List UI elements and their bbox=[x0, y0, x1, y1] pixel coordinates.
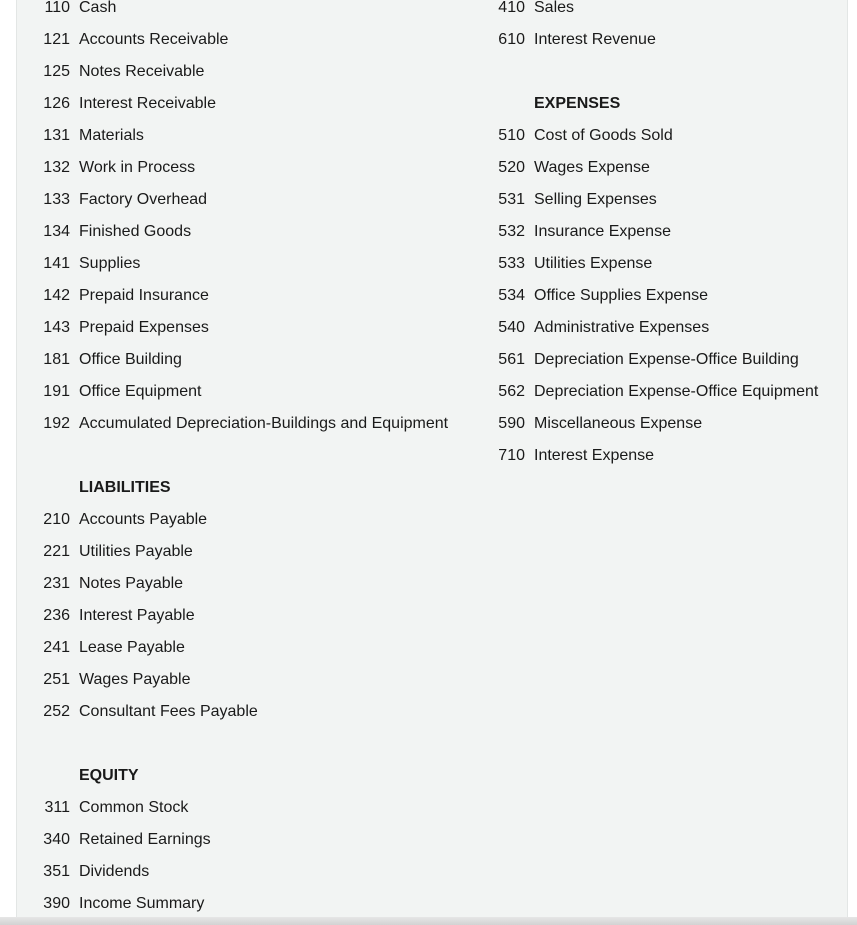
account-row bbox=[43, 664, 448, 696]
account-number: 351 bbox=[43, 863, 70, 880]
account-row bbox=[43, 248, 448, 280]
account-number: 340 bbox=[43, 831, 70, 848]
account-number: 252 bbox=[43, 703, 70, 720]
account-name: Depreciation Expense-Office Building bbox=[534, 351, 799, 368]
account-number: 221 bbox=[43, 543, 70, 560]
account-name: Common Stock bbox=[79, 799, 189, 816]
account-number: 531 bbox=[498, 191, 525, 208]
account-name: Materials bbox=[79, 127, 144, 144]
account-name: Office Equipment bbox=[79, 383, 202, 400]
account-row bbox=[498, 376, 818, 408]
account-row bbox=[43, 696, 448, 728]
account-name: Retained Earnings bbox=[79, 831, 211, 848]
account-name: Finished Goods bbox=[79, 223, 192, 240]
account-number: 562 bbox=[498, 383, 525, 400]
account-number: 191 bbox=[43, 383, 70, 400]
account-number: 590 bbox=[498, 415, 525, 432]
account-row bbox=[43, 792, 448, 824]
account-row bbox=[43, 280, 448, 312]
account-name: Miscellaneous Expense bbox=[534, 415, 703, 432]
account-row bbox=[43, 856, 448, 888]
account-name: Office Building bbox=[79, 351, 182, 368]
account-row bbox=[498, 184, 818, 216]
account-name: Utilities Payable bbox=[79, 543, 193, 560]
account-name: Wages Payable bbox=[79, 671, 191, 688]
account-row bbox=[43, 408, 448, 440]
account-name: Prepaid Insurance bbox=[79, 287, 209, 304]
account-number: 510 bbox=[498, 127, 525, 144]
account-name: Depreciation Expense-Office Equipment bbox=[534, 383, 819, 400]
section-spacer bbox=[43, 440, 448, 472]
account-number: 251 bbox=[43, 671, 70, 688]
account-row bbox=[43, 216, 448, 248]
account-number: 534 bbox=[498, 287, 525, 304]
left-column bbox=[43, 0, 448, 920]
account-row bbox=[43, 56, 448, 88]
account-number: 561 bbox=[498, 351, 525, 368]
account-name: Notes Payable bbox=[79, 575, 184, 592]
account-name: Dividends bbox=[79, 863, 150, 880]
right-column bbox=[498, 0, 818, 472]
account-row bbox=[498, 280, 818, 312]
account-name: Wages Expense bbox=[534, 159, 650, 176]
account-name: Office Supplies Expense bbox=[534, 287, 709, 304]
account-row bbox=[498, 0, 818, 24]
account-number: 311 bbox=[44, 799, 70, 816]
account-name: Prepaid Expenses bbox=[79, 319, 209, 336]
horizontal-scrollbar[interactable] bbox=[0, 917, 857, 925]
account-number: 236 bbox=[43, 607, 70, 624]
account-name: Consultant Fees Payable bbox=[79, 703, 258, 720]
account-number: 143 bbox=[43, 319, 70, 336]
account-number: 231 bbox=[43, 575, 70, 592]
account-name: Selling Expenses bbox=[534, 191, 657, 208]
account-name: Sales bbox=[534, 0, 575, 16]
section-spacer bbox=[498, 56, 818, 88]
expenses-heading: EXPENSES bbox=[534, 95, 621, 112]
account-name: Administrative Expenses bbox=[534, 319, 710, 336]
account-row bbox=[498, 248, 818, 280]
account-row bbox=[43, 600, 448, 632]
account-row bbox=[43, 536, 448, 568]
account-name: Cost of Goods Sold bbox=[534, 127, 673, 144]
account-number: 110 bbox=[44, 0, 70, 16]
account-name: Insurance Expense bbox=[534, 223, 671, 240]
account-row bbox=[43, 152, 448, 184]
account-row bbox=[498, 24, 818, 56]
account-number: 410 bbox=[498, 0, 525, 16]
section-spacer bbox=[43, 728, 448, 760]
account-row bbox=[498, 216, 818, 248]
account-number: 141 bbox=[43, 255, 70, 272]
account-name: Supplies bbox=[79, 255, 141, 272]
account-name: Accounts Receivable bbox=[79, 31, 229, 48]
account-row bbox=[43, 888, 448, 920]
account-number: 610 bbox=[498, 31, 525, 48]
account-number: 142 bbox=[43, 287, 70, 304]
account-name: Work in Process bbox=[79, 159, 196, 176]
account-number: 192 bbox=[43, 415, 70, 432]
account-row bbox=[43, 344, 448, 376]
account-row bbox=[43, 88, 448, 120]
account-number: 131 bbox=[43, 127, 70, 144]
account-number: 133 bbox=[43, 191, 70, 208]
account-row bbox=[43, 120, 448, 152]
account-number: 710 bbox=[498, 447, 525, 464]
account-name: Interest Expense bbox=[534, 447, 655, 464]
account-row bbox=[498, 408, 818, 440]
account-number: 125 bbox=[43, 63, 70, 80]
account-row bbox=[498, 344, 818, 376]
account-number: 181 bbox=[43, 351, 70, 368]
account-row bbox=[43, 312, 448, 344]
account-name: Income Summary bbox=[79, 895, 205, 912]
account-row bbox=[498, 440, 818, 472]
account-name: Accumulated Depreciation-Buildings and Equipment bbox=[79, 415, 449, 432]
account-number: 390 bbox=[43, 895, 70, 912]
liabilities-heading: LIABILITIES bbox=[79, 479, 171, 496]
account-number: 134 bbox=[43, 223, 70, 240]
account-row bbox=[498, 152, 818, 184]
account-name: Interest Payable bbox=[79, 607, 195, 624]
account-name: Utilities Expense bbox=[534, 255, 653, 272]
account-row bbox=[498, 312, 818, 344]
account-number: 241 bbox=[43, 639, 70, 656]
account-number: 126 bbox=[43, 95, 70, 112]
account-row bbox=[43, 0, 448, 24]
account-row bbox=[498, 120, 818, 152]
account-number: 132 bbox=[43, 159, 70, 176]
account-number: 540 bbox=[498, 319, 525, 336]
account-row bbox=[43, 504, 448, 536]
account-name: Notes Receivable bbox=[79, 63, 205, 80]
account-name: Lease Payable bbox=[79, 639, 185, 656]
account-name: Factory Overhead bbox=[79, 191, 208, 208]
account-number: 121 bbox=[43, 31, 70, 48]
account-name: Interest Revenue bbox=[534, 31, 656, 48]
account-row bbox=[43, 568, 448, 600]
account-name: Cash bbox=[79, 0, 117, 16]
account-row bbox=[43, 376, 448, 408]
account-number: 520 bbox=[498, 159, 525, 176]
account-row bbox=[43, 24, 448, 56]
account-number: 210 bbox=[43, 511, 70, 528]
account-row bbox=[43, 632, 448, 664]
account-row bbox=[43, 824, 448, 856]
account-name: Interest Receivable bbox=[79, 95, 216, 112]
account-name: Accounts Payable bbox=[79, 511, 208, 528]
account-row bbox=[43, 184, 448, 216]
account-number: 533 bbox=[498, 255, 525, 272]
equity-heading: EQUITY bbox=[79, 767, 139, 784]
account-number: 532 bbox=[498, 223, 525, 240]
